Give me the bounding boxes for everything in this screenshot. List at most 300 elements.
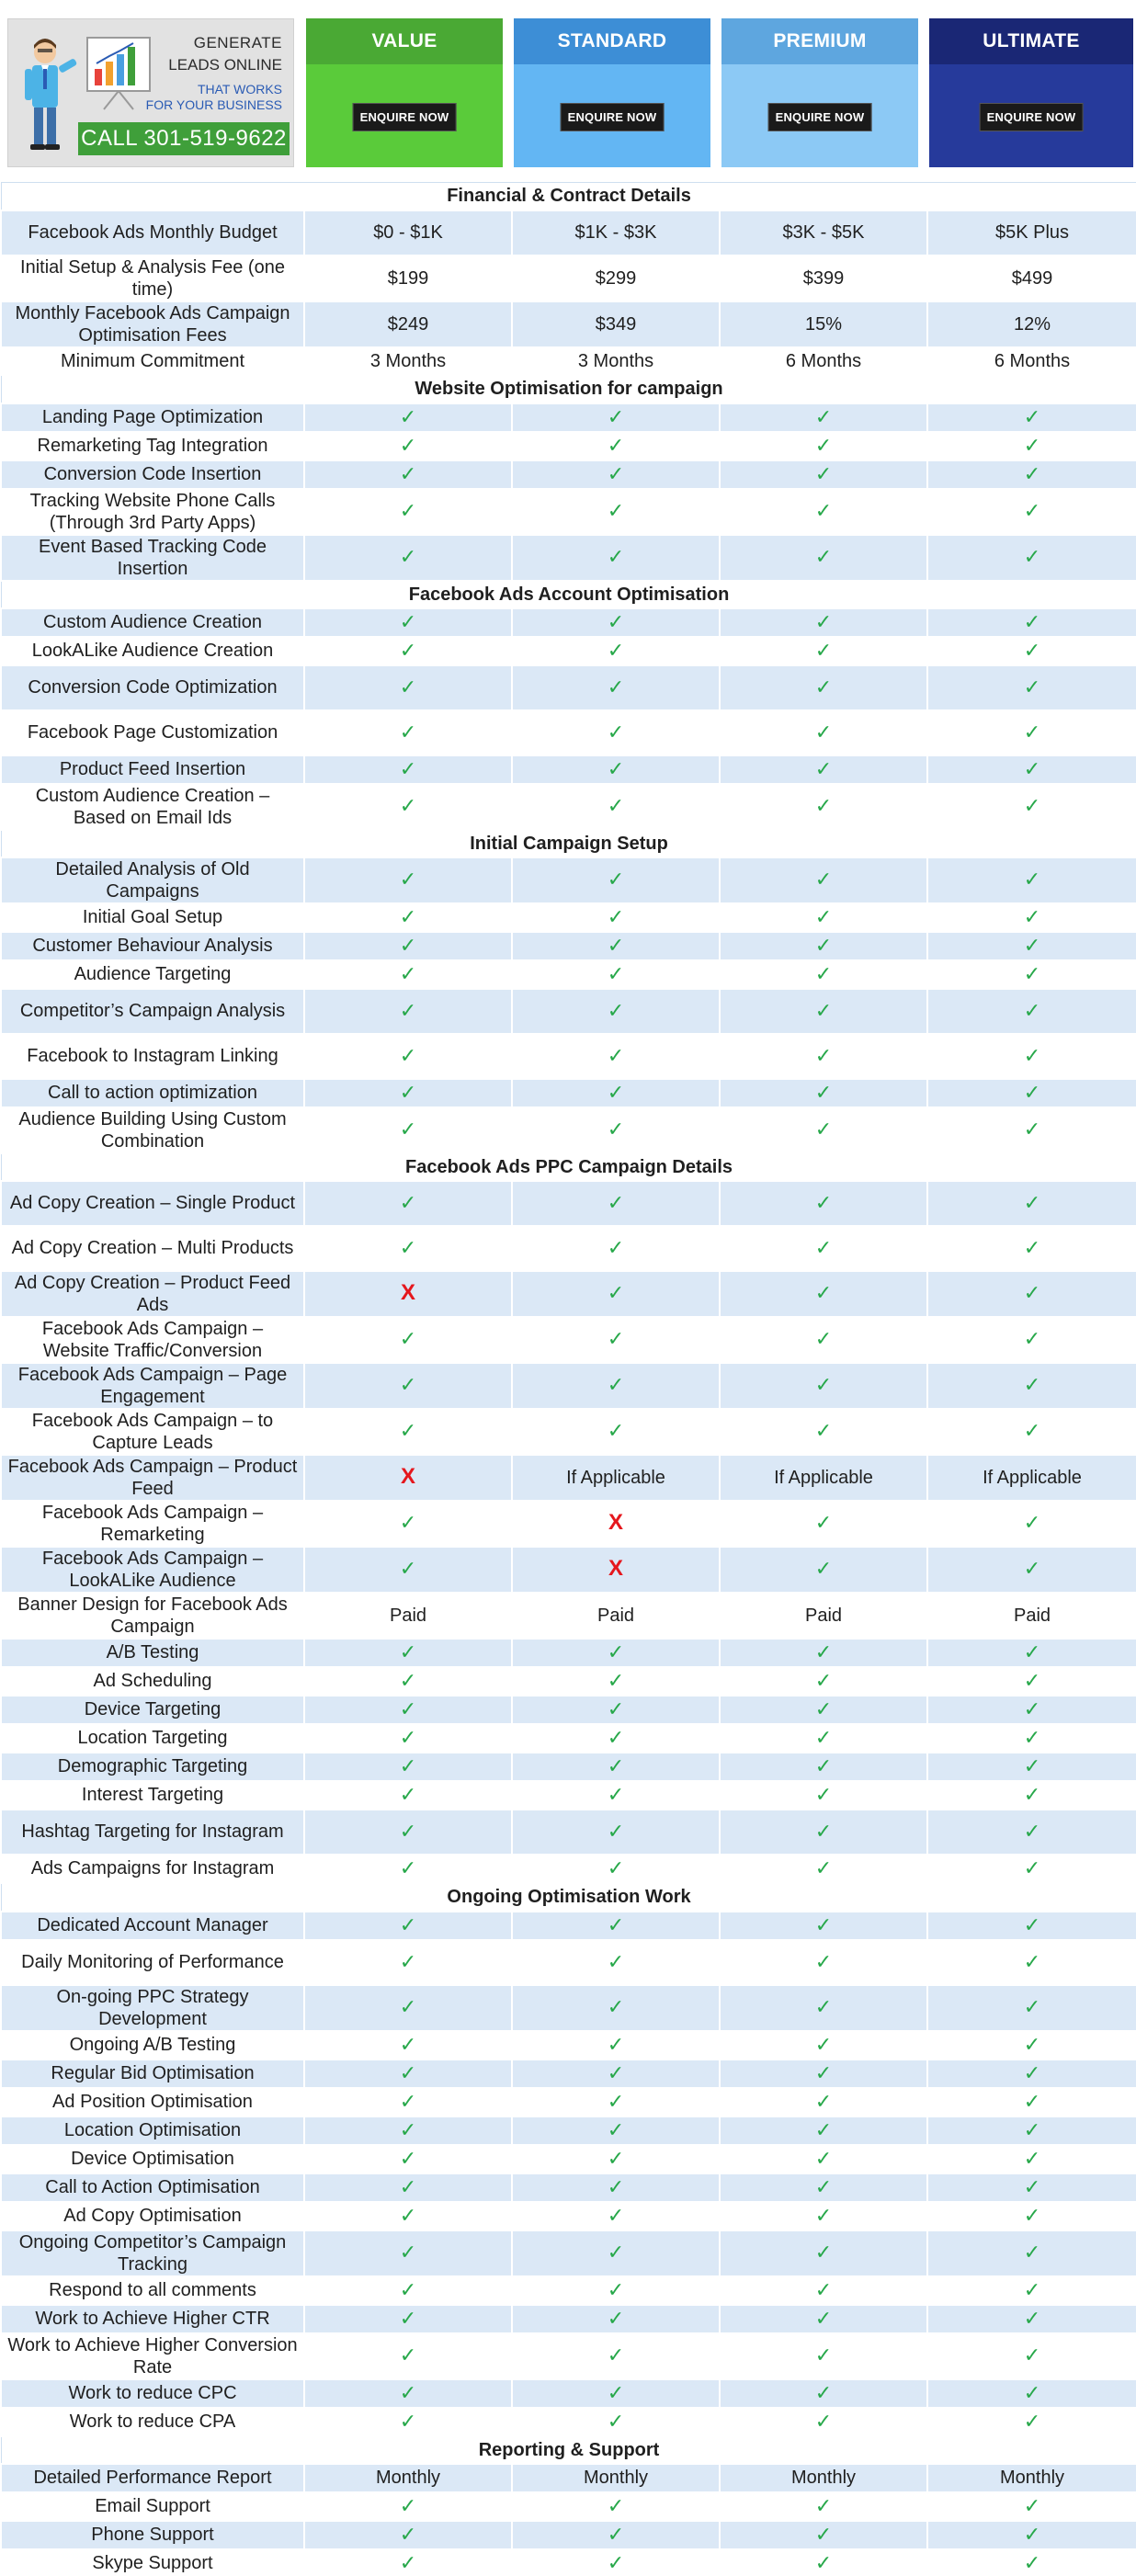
plan-cell-included [720, 710, 927, 755]
plan-cell-included [927, 489, 1136, 535]
table-row [1, 608, 1136, 637]
banner-line-3: THAT WORKS [197, 82, 282, 96]
check-icon: ✓ [1023, 2409, 1041, 2433]
plan-cell [927, 1455, 1136, 1501]
check-icon: ✓ [399, 1373, 417, 1396]
plan-cell-included [927, 2549, 1136, 2576]
check-icon: ✓ [814, 1819, 833, 1843]
plan-cell-included [927, 1409, 1136, 1455]
cross-icon: X [400, 1280, 415, 1305]
plan-cell-included [512, 1639, 720, 1667]
feature-label: Ongoing A/B Testing [1, 2031, 304, 2060]
plan-cell-included [927, 1781, 1136, 1810]
plan-cell-included [304, 1079, 512, 1107]
plan-cell-included [720, 1810, 927, 1855]
check-icon: ✓ [399, 933, 417, 957]
check-icon: ✓ [399, 1912, 417, 1936]
plan-cell-included [927, 1753, 1136, 1781]
plan-cell-included [927, 1696, 1136, 1724]
feature-label: Facebook Ads Campaign – Product Feed [1, 1455, 304, 1501]
check-icon: ✓ [1023, 433, 1041, 457]
check-icon: ✓ [607, 1080, 625, 1104]
plan-cell [927, 255, 1136, 301]
table-row [1, 989, 1136, 1034]
feature-label: Initial Goal Setup [1, 903, 304, 932]
check-icon: ✓ [607, 1281, 625, 1304]
check-icon: ✓ [814, 1281, 833, 1304]
table-row [1, 1501, 1136, 1547]
plan-cell-included [304, 1781, 512, 1810]
plan-cell-included [927, 2145, 1136, 2173]
plan-cell-included [720, 2276, 927, 2305]
feature-label: On-going PPC Strategy Development [1, 1985, 304, 2031]
check-icon: ✓ [1023, 2306, 1041, 2330]
plan-cell-included [720, 1985, 927, 2031]
check-icon: ✓ [607, 1373, 625, 1396]
check-icon: ✓ [814, 1080, 833, 1104]
feature-label: Daily Monitoring of Performance [1, 1940, 304, 1985]
plan-cell-included [720, 1107, 927, 1153]
plan-cell-included [927, 1940, 1136, 1985]
plan-cell-included [304, 960, 512, 989]
plan-cell-included [512, 1724, 720, 1753]
plan-cell-value: 6 Months [994, 350, 1071, 371]
plan-cell-included [512, 1985, 720, 2031]
plan-cell-included [720, 1226, 927, 1271]
plan-cell-included [304, 2031, 512, 2060]
check-icon: ✓ [607, 404, 625, 428]
enquire-now-button[interactable]: ENQUIRE NOW [353, 103, 457, 131]
feature-label: Facebook Ads Campaign – to Capture Leads [1, 1409, 304, 1455]
plan-cell-included [927, 1810, 1136, 1855]
plan-cell-included [304, 1985, 512, 2031]
plan-name: STANDARD [514, 18, 710, 64]
plan-cell-included [720, 2408, 927, 2436]
plan-cell-included [512, 535, 720, 581]
plan-cell-included [927, 755, 1136, 784]
table-row [1, 1593, 1136, 1639]
plan-cell-included [720, 2492, 927, 2521]
check-icon: ✓ [814, 1668, 833, 1692]
plan-cell-included [720, 2521, 927, 2549]
check-icon: ✓ [814, 756, 833, 780]
plan-cell-included [304, 535, 512, 581]
plan-cell-included [512, 1912, 720, 1940]
plan-cell-value: $5K Plus [994, 222, 1070, 243]
plan-cell-value: 6 Months [785, 350, 862, 371]
plan-cell-included [512, 432, 720, 460]
check-icon: ✓ [607, 1190, 625, 1214]
plan-cell-included [927, 2276, 1136, 2305]
check-icon: ✓ [399, 2117, 417, 2141]
check-icon: ✓ [1023, 499, 1041, 522]
feature-label: Facebook Page Customization [1, 710, 304, 755]
check-icon: ✓ [607, 461, 625, 485]
call-phone-button[interactable]: CALL 301-519-9622 [78, 122, 290, 155]
check-icon: ✓ [607, 1668, 625, 1692]
plan-cell-included [512, 1696, 720, 1724]
table-row [1, 710, 1136, 755]
plan-cell-included [720, 1667, 927, 1696]
check-icon: ✓ [1023, 2174, 1041, 2198]
plan-cell-value: Monthly [790, 2468, 857, 2488]
feature-label: Ongoing Competitor’s Campaign Tracking [1, 2230, 304, 2276]
table-row [1, 1455, 1136, 1501]
check-icon: ✓ [1023, 1080, 1041, 1104]
table-row [1, 1781, 1136, 1810]
check-icon: ✓ [399, 2493, 417, 2517]
plan-cell-included [720, 2145, 927, 2173]
check-icon: ✓ [1023, 720, 1041, 743]
check-icon: ✓ [607, 1855, 625, 1879]
plan-cell-included [720, 1696, 927, 1724]
check-icon: ✓ [399, 1419, 417, 1442]
plan-column-value [306, 18, 503, 167]
table-row [1, 1985, 1136, 2031]
check-icon: ✓ [607, 2306, 625, 2330]
plan-cell-included [304, 637, 512, 665]
check-icon: ✓ [607, 2522, 625, 2546]
feature-label: Work to Achieve Higher Conversion Rate [1, 2333, 304, 2379]
plan-body [929, 64, 1133, 167]
plan-cell-included [512, 1940, 720, 1985]
check-icon: ✓ [814, 1511, 833, 1534]
table-row [1, 960, 1136, 989]
plan-cell-included [512, 2088, 720, 2116]
plan-cell-value: 12% [1014, 313, 1051, 335]
plan-cell-included [304, 2379, 512, 2408]
plan-cell-included [512, 2145, 720, 2173]
plan-cell-included [927, 1034, 1136, 1079]
plan-body [721, 64, 918, 167]
check-icon: ✓ [1023, 1912, 1041, 1936]
check-icon: ✓ [607, 961, 625, 985]
plan-cell-included [304, 489, 512, 535]
feature-label: Minimum Commitment [1, 347, 304, 375]
check-icon: ✓ [399, 1995, 417, 2018]
plan-cell-included [927, 1912, 1136, 1940]
table-row [1, 637, 1136, 665]
plan-cell-included [512, 1810, 720, 1855]
check-icon: ✓ [607, 2380, 625, 2404]
section-title: Initial Campaign Setup [1, 830, 1136, 857]
check-icon: ✓ [814, 2380, 833, 2404]
check-icon: ✓ [1023, 2522, 1041, 2546]
check-icon: ✓ [1023, 2277, 1041, 2301]
plan-cell-included [720, 2173, 927, 2202]
plan-cell-included [927, 1547, 1136, 1593]
feature-label: Custom Audience Creation – Based on Email Ids [1, 784, 304, 830]
plan-cell-included [304, 2408, 512, 2436]
check-icon: ✓ [607, 1327, 625, 1350]
plan-cell-included [512, 2276, 720, 2305]
plan-cell [720, 1455, 927, 1501]
check-icon: ✓ [1023, 2380, 1041, 2404]
plan-cell-included [720, 2305, 927, 2333]
feature-label: Regular Bid Optimisation [1, 2060, 304, 2088]
plan-cell-included [304, 2276, 512, 2305]
feature-label: Facebook Ads Campaign – Page Engagement [1, 1363, 304, 1409]
table-row [1, 784, 1136, 830]
check-icon: ✓ [814, 404, 833, 428]
plan-cell-included [304, 1409, 512, 1455]
plan-cell-value: $349 [595, 313, 637, 335]
check-icon: ✓ [1023, 404, 1041, 428]
check-icon: ✓ [1023, 1511, 1041, 1534]
plan-cell-excluded [304, 1271, 512, 1317]
section-header-row [1, 581, 1136, 608]
check-icon: ✓ [607, 545, 625, 568]
feature-label: Facebook Ads Campaign – Remarketing [1, 1501, 304, 1547]
plan-cell-included [304, 1753, 512, 1781]
section-title: Ongoing Optimisation Work [1, 1883, 1136, 1912]
check-icon: ✓ [814, 1235, 833, 1259]
plan-cell [720, 347, 927, 375]
plan-cell-included [304, 1363, 512, 1409]
feature-label: Detailed Performance Report [1, 2464, 304, 2492]
check-icon: ✓ [607, 2117, 625, 2141]
check-icon: ✓ [814, 1640, 833, 1663]
plan-cell-included [927, 932, 1136, 960]
feature-label: Interest Targeting [1, 1781, 304, 1810]
feature-label: Facebook to Instagram Linking [1, 1034, 304, 1079]
check-icon: ✓ [814, 545, 833, 568]
plan-cell-included [720, 1317, 927, 1363]
check-icon: ✓ [607, 1118, 625, 1140]
table-row [1, 755, 1136, 784]
plan-cell-included [720, 1940, 927, 1985]
plan-cell-included [512, 2202, 720, 2230]
feature-label: Work to reduce CPA [1, 2408, 304, 2436]
plan-cell [304, 210, 512, 255]
enquire-now-button[interactable]: ENQUIRE NOW [980, 103, 1084, 131]
check-icon: ✓ [1023, 904, 1041, 928]
plan-cell-included [927, 1079, 1136, 1107]
check-icon: ✓ [399, 998, 417, 1022]
plan-cell-included [927, 1667, 1136, 1696]
plan-cell [512, 301, 720, 347]
plan-cell-included [720, 1501, 927, 1547]
check-icon: ✓ [607, 1725, 625, 1749]
pricing-table-body [1, 183, 1136, 2576]
check-icon: ✓ [399, 499, 417, 522]
plan-cell-excluded [512, 1547, 720, 1593]
plan-cell-included [927, 535, 1136, 581]
table-row [1, 2305, 1136, 2333]
plan-cell-included [512, 1181, 720, 1226]
check-icon: ✓ [1023, 1855, 1041, 1879]
table-row [1, 2116, 1136, 2145]
plan-cell [304, 255, 512, 301]
table-row [1, 1226, 1136, 1271]
check-icon: ✓ [607, 2550, 625, 2574]
feature-label: Conversion Code Optimization [1, 665, 304, 710]
plan-cell-excluded [304, 1455, 512, 1501]
check-icon: ✓ [607, 2343, 625, 2366]
table-row [1, 2379, 1136, 2408]
check-icon: ✓ [399, 1855, 417, 1879]
feature-label: Customer Behaviour Analysis [1, 932, 304, 960]
plan-cell-included [304, 460, 512, 489]
plan-cell-included [304, 1034, 512, 1079]
plan-cell-included [512, 960, 720, 989]
plan-cell-included [927, 2305, 1136, 2333]
plan-cell-included [304, 2230, 512, 2276]
table-row [1, 1724, 1136, 1753]
plan-cell [927, 2464, 1136, 2492]
plan-cell-included [512, 403, 720, 432]
promo-banner [7, 18, 294, 167]
check-icon: ✓ [399, 2089, 417, 2113]
plan-cell [512, 2464, 720, 2492]
plan-cell-included [512, 1363, 720, 1409]
plan-cell-included [927, 2060, 1136, 2088]
plan-cell-included [927, 710, 1136, 755]
check-icon: ✓ [1023, 2146, 1041, 2170]
plan-cell-included [304, 1667, 512, 1696]
check-icon: ✓ [399, 1235, 417, 1259]
plan-cell-included [304, 1724, 512, 1753]
check-icon: ✓ [814, 1782, 833, 1806]
plan-column-premium [721, 18, 918, 167]
plan-cell-included [720, 2116, 927, 2145]
plan-cell-included [512, 2379, 720, 2408]
check-icon: ✓ [607, 2241, 625, 2264]
table-row [1, 2088, 1136, 2116]
plan-cell-value: $399 [802, 267, 845, 289]
check-icon: ✓ [607, 998, 625, 1022]
feature-label: Skype Support [1, 2549, 304, 2576]
plan-cell-included [512, 932, 720, 960]
plan-cell-included [720, 1781, 927, 1810]
plan-name: VALUE [306, 18, 503, 64]
check-icon: ✓ [1023, 1373, 1041, 1396]
check-icon: ✓ [814, 1327, 833, 1350]
table-row [1, 432, 1136, 460]
plan-cell-included [512, 1079, 720, 1107]
check-icon: ✓ [1023, 1557, 1041, 1580]
check-icon: ✓ [399, 2203, 417, 2227]
check-icon: ✓ [607, 1419, 625, 1442]
feature-label: Facebook Ads Monthly Budget [1, 210, 304, 255]
plan-cell-included [927, 1317, 1136, 1363]
check-icon: ✓ [607, 794, 625, 817]
plan-name: ULTIMATE [929, 18, 1133, 64]
plan-cell-included [720, 1912, 927, 1940]
section-title: Facebook Ads Account Optimisation [1, 581, 1136, 608]
feature-label: Event Based Tracking Code Insertion [1, 535, 304, 581]
plan-cell-included [304, 1855, 512, 1883]
plan-cell-included [720, 1079, 927, 1107]
enquire-now-button[interactable]: ENQUIRE NOW [561, 103, 665, 131]
plan-cell [304, 2464, 512, 2492]
plan-cell-included [304, 1547, 512, 1593]
feature-label: Ad Copy Optimisation [1, 2202, 304, 2230]
plan-cell [512, 1455, 720, 1501]
check-icon: ✓ [814, 2522, 833, 2546]
check-icon: ✓ [1023, 1668, 1041, 1692]
plan-column-ultimate [929, 18, 1133, 167]
section-header-row [1, 1153, 1136, 1181]
plan-cell-included [927, 2230, 1136, 2276]
feature-label: Ad Copy Creation – Single Product [1, 1181, 304, 1226]
check-icon: ✓ [1023, 609, 1041, 633]
table-row [1, 1079, 1136, 1107]
check-icon: ✓ [607, 1697, 625, 1720]
table-row [1, 1639, 1136, 1667]
feature-label: Competitor’s Campaign Analysis [1, 989, 304, 1034]
check-icon: ✓ [814, 1557, 833, 1580]
plan-cell-included [512, 1753, 720, 1781]
table-row [1, 210, 1136, 255]
plan-cell-included [927, 1639, 1136, 1667]
plan-cell [927, 347, 1136, 375]
plan-cell-included [927, 2088, 1136, 2116]
check-icon: ✓ [607, 2174, 625, 2198]
check-icon: ✓ [399, 1949, 417, 1973]
check-icon: ✓ [814, 1995, 833, 2018]
plan-cell-included [304, 2060, 512, 2088]
plan-cell-included [512, 2492, 720, 2521]
check-icon: ✓ [607, 499, 625, 522]
plan-cell-included [927, 1985, 1136, 2031]
table-row [1, 1034, 1136, 1079]
check-icon: ✓ [607, 675, 625, 698]
plan-cell-included [927, 1501, 1136, 1547]
plan-cell-included [512, 2031, 720, 2060]
plan-body [514, 64, 710, 167]
check-icon: ✓ [399, 2060, 417, 2084]
check-icon: ✓ [399, 1782, 417, 1806]
check-icon: ✓ [1023, 868, 1041, 891]
check-icon: ✓ [399, 1753, 417, 1777]
feature-label: Respond to all comments [1, 2276, 304, 2305]
plan-cell [720, 1593, 927, 1639]
table-row [1, 857, 1136, 903]
feature-label: Work to Achieve Higher CTR [1, 2305, 304, 2333]
plan-cell-included [304, 1501, 512, 1547]
check-icon: ✓ [607, 2277, 625, 2301]
plan-cell [512, 1593, 720, 1639]
check-icon: ✓ [1023, 1327, 1041, 1350]
check-icon: ✓ [1023, 2550, 1041, 2574]
check-icon: ✓ [399, 2241, 417, 2264]
feature-label: Initial Setup & Analysis Fee (one time) [1, 255, 304, 301]
plan-cell-included [512, 2408, 720, 2436]
plan-cell-included [720, 637, 927, 665]
table-row [1, 1271, 1136, 1317]
feature-label: Phone Support [1, 2521, 304, 2549]
enquire-now-button[interactable]: ENQUIRE NOW [768, 103, 872, 131]
check-icon: ✓ [814, 461, 833, 485]
table-row [1, 1810, 1136, 1855]
plan-cell-included [927, 784, 1136, 830]
check-icon: ✓ [1023, 1419, 1041, 1442]
check-icon: ✓ [814, 2409, 833, 2433]
plan-cell-included [720, 1724, 927, 1753]
plan-cell-included [304, 2116, 512, 2145]
plan-cell-included [720, 2230, 927, 2276]
plan-cell-included [304, 2088, 512, 2116]
feature-label: A/B Testing [1, 1639, 304, 1667]
feature-label: Tracking Website Phone Calls (Through 3rd Party Apps) [1, 489, 304, 535]
plan-cell-included [304, 1912, 512, 1940]
plan-cell-included [927, 857, 1136, 903]
plan-cell-included [720, 665, 927, 710]
plan-cell-included [304, 1940, 512, 1985]
check-icon: ✓ [399, 1697, 417, 1720]
plan-cell-included [512, 1034, 720, 1079]
